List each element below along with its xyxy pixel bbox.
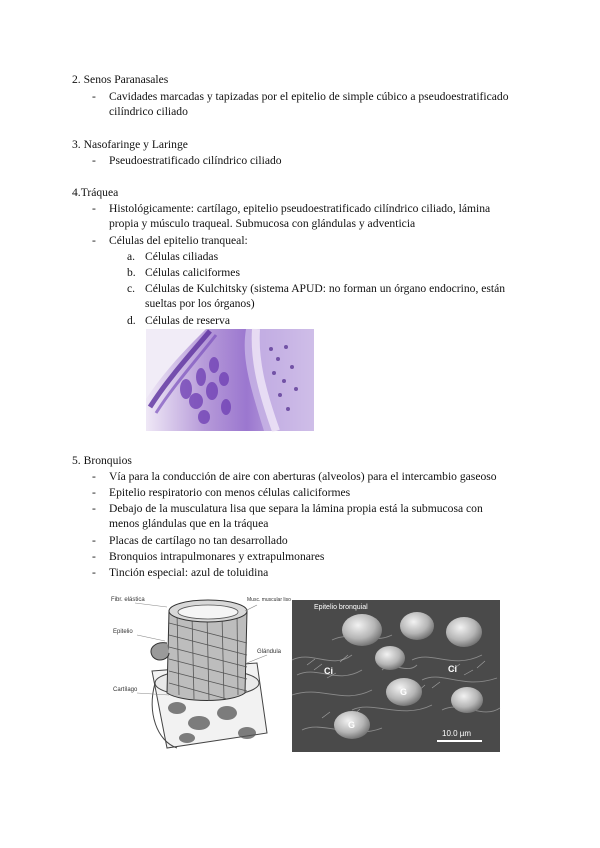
list-item-kulchitsky-line2: sueltas por los órganos) — [145, 297, 255, 310]
bullet-bronquios-3-line1: Debajo de la musculatura lisa que separa la lámina propia está la submucosa con — [109, 502, 483, 515]
bullet-marker: - — [92, 470, 96, 483]
sem-label-g1: G — [400, 687, 408, 697]
bullet-marker: - — [92, 566, 96, 579]
list-marker-d: d. — [127, 314, 136, 327]
sem-scale-bar-label: 10.0 µm — [442, 729, 472, 738]
bullet-traquea-1-line2: propia y músculo traqueal. Submucosa con glándulas y adventicia — [109, 217, 416, 230]
bullet-marker: - — [92, 202, 96, 215]
diagram-label-epitelio: Epitelio — [113, 629, 133, 635]
bullet-senos-1-line2: cilíndrico ciliado — [109, 105, 188, 118]
sem-label-g2: G — [348, 720, 356, 730]
bullet-bronquios-4: Placas de cartílago no tan desarrollado — [109, 534, 288, 547]
bullet-marker: - — [92, 154, 96, 167]
sem-label-ci-left: Ci — [324, 666, 333, 676]
bullet-bronquios-3-line2: menos glándulas que en la tráquea — [109, 517, 269, 530]
bullet-marker: - — [92, 534, 96, 547]
bullet-marker: - — [92, 486, 96, 499]
sem-title: Epitelio bronquial — [314, 604, 368, 611]
bullet-senos-1-line1: Cavidades marcadas y tapizadas por el epitelio de simple cúbico a pseudoestratificado — [109, 90, 509, 103]
bullet-marker: - — [92, 234, 96, 247]
sem-label-ci-right: Ci — [448, 664, 457, 674]
heading-nasofaringe-laringe: 3. Nasofaringe y Laringe — [72, 138, 188, 151]
list-marker-b: b. — [127, 266, 136, 279]
list-item-celulas-caliciformes: Células caliciformes — [145, 266, 240, 279]
bullet-traquea-2: Células del epitelio tranqueal: — [109, 234, 248, 247]
diagram-label-musculo: Musc. muscular liso — [247, 597, 291, 603]
list-marker-c: c. — [127, 282, 136, 295]
bullet-nasofaringe-1: Pseudoestratificado cilíndrico ciliado — [109, 154, 282, 167]
list-item-celulas-ciliadas: Células ciliadas — [145, 250, 219, 263]
diagram-label-glandula: Glándula — [257, 649, 282, 655]
diagram-label-fibra: Fibr. elástica — [111, 597, 145, 603]
bronchus-diagram — [107, 583, 291, 755]
bullet-bronquios-1: Vía para la conducción de aire con aberturas (alveolos) para el intercambio gaseoso — [109, 470, 497, 483]
bronchial-epithelium-sem-image — [292, 600, 500, 752]
heading-senos-paranasales: 2. Senos Paranasales — [72, 73, 169, 86]
tracheal-histology-image — [146, 329, 314, 431]
bullet-bronquios-6: Tinción especial: azul de toluidina — [109, 566, 269, 579]
bullet-traquea-1-line1: Histológicamente: cartílago, epitelio pseudoestratificado cilíndrico ciliado, lámina — [109, 202, 491, 215]
bullet-bronquios-5: Bronquios intrapulmonares y extrapulmonares — [109, 550, 325, 563]
list-marker-a: a. — [127, 250, 136, 263]
diagram-label-cartilago: Cartílago — [113, 687, 138, 693]
heading-bronquios: 5. Bronquios — [72, 454, 132, 467]
bullet-marker: - — [92, 90, 96, 103]
list-item-celulas-reserva: Células de reserva — [145, 314, 230, 327]
bullet-marker: - — [92, 502, 96, 515]
bullet-marker: - — [92, 550, 96, 563]
heading-traquea: 4.Tráquea — [72, 186, 119, 199]
list-item-kulchitsky-line1: Células de Kulchitsky (sistema APUD: no forman un órgano endocrino, están — [145, 282, 506, 295]
bullet-bronquios-2: Epitelio respiratorio con menos células caliciformes — [109, 486, 351, 499]
